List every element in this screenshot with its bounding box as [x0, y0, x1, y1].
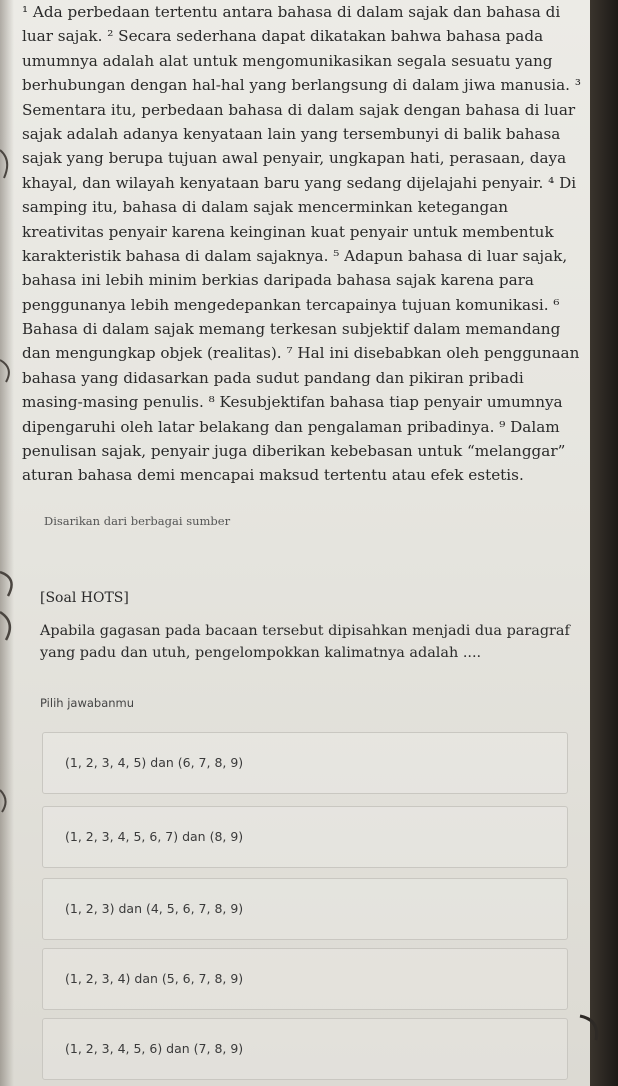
passage-line: bahasa ini lebih minim berkias daripada bahasa sajak karena para: [22, 271, 534, 290]
option-label: (1, 2, 3) dan (4, 5, 6, 7, 8, 9): [65, 901, 244, 916]
passage-line: samping itu, bahasa di dalam sajak mencerminkan ketegangan: [22, 198, 509, 217]
passage-line: penulisan sajak, penyair juga diberikan kebebasan untuk “melanggar”: [22, 442, 566, 461]
passage-line: sajak adalah adanya kenyataan lain yang tersembunyi di balik bahasa: [22, 124, 561, 143]
option-label: (1, 2, 3, 4, 5) dan (6, 7, 8, 9): [65, 755, 244, 770]
passage-line: karakteristik bahasa di dalam sajaknya. ⁵ Adapun bahasa di luar sajak,: [22, 246, 568, 265]
option-label: (1, 2, 3, 4, 5, 6) dan (7, 8, 9): [65, 1041, 244, 1056]
passage-line: bahasa yang didasarkan pada sudut pandang dan pikiran pribadi: [22, 368, 524, 387]
question-line: yang padu dan utuh, pengelompokkan kalimatnya adalah ....: [40, 645, 482, 661]
answer-option-b[interactable]: [42, 806, 568, 868]
reading-passage: [22, 0, 582, 488]
passage-line: ¹ Ada perbedaan tertentu antara bahasa di dalam sajak dan bahasa di: [22, 3, 561, 21]
option-label: (1, 2, 3, 4) dan (5, 6, 7, 8, 9): [65, 971, 244, 986]
passage-line: aturan bahasa demi mencapai maksud tertentu atau efek estetis.: [22, 466, 524, 485]
question-line: Apabila gagasan pada bacaan tersebut dipisahkan menjadi dua paragraf: [40, 623, 570, 639]
answer-option-e[interactable]: [42, 1018, 568, 1080]
passage-line: sajak yang berupa tujuan awal penyair, ungkapan hati, perasaan, daya: [22, 149, 567, 168]
passage-line: khayal, dan wilayah kenyataan baru yang sedang dijelajahi penyair. ⁴ Di: [22, 173, 577, 192]
passage-line: masing-masing penulis. ⁸ Kesubjektifan bahasa tiap penyair umumnya: [22, 393, 563, 412]
passage-line: umumnya adalah alat untuk mengomunikasikan segala sesuatu yang: [22, 51, 553, 70]
passage-line: berhubungan dengan hal-hal yang berlangsung di dalam jiwa manusia. ³: [22, 76, 581, 95]
source-note: Disarikan dari berbagai sumber: [44, 514, 231, 528]
option-label: (1, 2, 3, 4, 5, 6, 7) dan (8, 9): [65, 829, 244, 844]
answer-option-c[interactable]: [42, 878, 568, 940]
passage-line: Bahasa di dalam sajak memang terkesan subjektif dalam memandang: [22, 320, 561, 339]
passage-line: dipengaruhi oleh latar belakang dan pengalaman pribadinya. ⁹ Dalam: [22, 417, 560, 436]
passage-line: luar sajak. ² Secara sederhana dapat dikatakan bahwa bahasa pada: [22, 27, 544, 46]
passage-line: Sementara itu, perbedaan bahasa di dalam sajak dengan bahasa di luar: [22, 100, 576, 119]
passage-line: kreativitas penyair karena keinginan kuat penyair untuk membentuk: [22, 222, 554, 241]
passage-line: penggunanya lebih mengedepankan tercapainya tujuan komunikasi. ⁶: [22, 295, 560, 314]
answer-prompt: Pilih jawabanmu: [40, 696, 135, 710]
answer-option-d[interactable]: [42, 948, 568, 1010]
passage-line: dan mengungkap objek (realitas). ⁷ Hal ini disebabkan oleh penggunaan: [22, 344, 580, 363]
question-text: [40, 620, 580, 664]
hots-label: [Soal HOTS]: [40, 590, 129, 606]
answer-option-a[interactable]: [42, 732, 568, 794]
